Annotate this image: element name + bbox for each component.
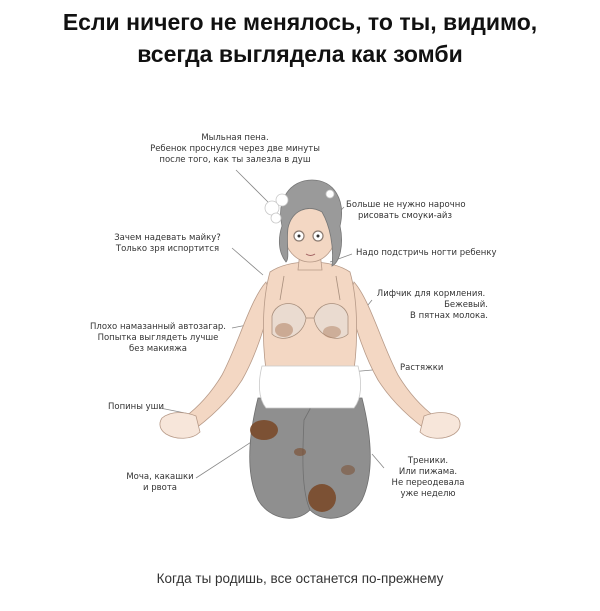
- annotation-soap-foam: Мыльная пена. Ребенок проснулся через две минуты после того, как ты залезла в душ: [150, 133, 320, 165]
- annotation-smoky-eyes: Больше не нужно нарочно рисовать смоуки-айз: [346, 200, 466, 221]
- head: [265, 180, 342, 270]
- annotation-stains: Моча, какашки и рвота: [126, 472, 194, 493]
- sweatpants: [250, 398, 371, 518]
- annotation-tshirt: Зачем надевать майку? Только зря испортится: [114, 233, 221, 254]
- title-line-1: Если ничего не менялось, то ты, видимо,: [62, 9, 538, 35]
- caption-footer: Когда ты родишь, все останется по-прежнему: [156, 571, 444, 586]
- annotation-stretch-marks: Растяжки: [400, 363, 444, 373]
- annotation-nursing-bra: Лифчик для кормления. Бежевый. В пятнах молока.: [376, 289, 488, 321]
- torso: [259, 262, 360, 408]
- annotation-nails: Надо подстричь ногти ребенку: [356, 248, 497, 258]
- title-line-2: всегда выглядела как зомби: [137, 41, 463, 67]
- annotation-love-handles: Попины уши: [108, 402, 164, 412]
- annotation-sweatpants: Треники. Или пижама. Не переодевала уже неделю: [391, 456, 465, 499]
- annotation-self-tan: Плохо намазанный автозагар. Попытка выглядеть лучше без макияжа: [90, 322, 226, 354]
